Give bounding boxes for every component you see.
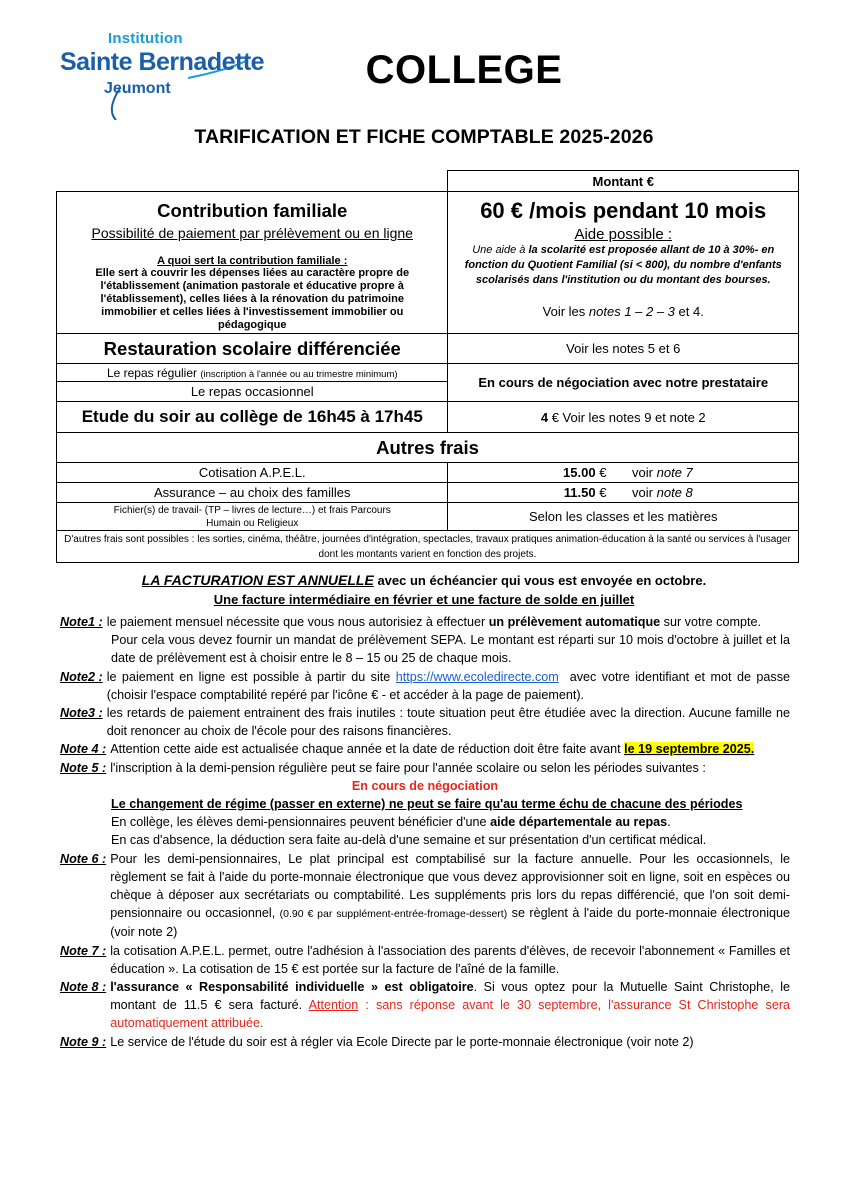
note-6-label: Note 6 : bbox=[60, 851, 107, 866]
assurance-note bbox=[610, 485, 720, 500]
contribution-notes bbox=[451, 304, 795, 319]
note-6-a: Pour les demi-pensionnaires, Le plat principal est comptabilisé sur la facture annuelle. Pour les occasionnels, le règlement se fait à l'aide du porte-monnaie électronique que vous devez approvisionner soit en ligne, soit en espèces ou chèque à déposer aux secrétariats ou comptabilité. Les suppléments pris lors du repas différencié, que l'on soit demi-pensionnaire ou occasionnel, bbox=[110, 851, 790, 921]
autres-frais-note: D'autres frais sont possibles : les sorties, cinéma, théâtre, journées d'intégration, spectacles, travaux pratiques animation-éducation à la santé ou services à l'usager dont les montants varient en fonction des projets. bbox=[57, 531, 799, 563]
notes-section bbox=[60, 613, 790, 1051]
contribution-title: Contribution familiale bbox=[157, 200, 348, 221]
etude-price-text: € Voir les notes 9 et note 2 bbox=[551, 409, 706, 425]
note-2 bbox=[60, 668, 790, 704]
note-1 bbox=[60, 613, 790, 631]
note-9-label: Note 9 : bbox=[60, 1034, 107, 1049]
restauration-negociation: En cours de négociation avec notre prestataire bbox=[448, 364, 799, 402]
contribution-cell bbox=[57, 192, 448, 334]
note-4-label: Note 4 : bbox=[60, 742, 107, 757]
assurance-currency: € bbox=[599, 485, 607, 500]
apel-label: Cotisation A.P.E.L. bbox=[57, 463, 448, 483]
note-2-text bbox=[107, 668, 790, 704]
note-5-changement: Le changement de régime (passer en externe) ne peut se faire qu'au terme échu de chacune des périodes bbox=[111, 797, 743, 812]
repas-regulier-label: Le repas régulier bbox=[106, 365, 198, 380]
note-3 bbox=[60, 704, 790, 740]
note-6 bbox=[60, 850, 790, 942]
fichier-value: Selon les classes et les matières bbox=[448, 503, 799, 531]
note-6-small: (0.90 € par supplément-entrée-fromage-dessert) bbox=[279, 908, 508, 921]
assurance-amount bbox=[526, 485, 606, 500]
note-9 bbox=[60, 1033, 790, 1051]
note-8-label: Note 8 : bbox=[60, 980, 107, 995]
note-8-bold: l'assurance « Responsabilité individuelle » est obligatoire bbox=[110, 980, 474, 995]
contribution-question: A quoi sert la contribution familiale : bbox=[157, 255, 348, 267]
note-9-text: Le service de l'étude du soir est à régler via Ecole Directe par le porte-monnaie électronique (voir note 2) bbox=[110, 1034, 694, 1049]
aide-text-pre: Une aide à bbox=[472, 244, 526, 256]
contribution-price: 60 € /mois pendant 10 mois bbox=[480, 198, 767, 223]
note-2-label: Note2 : bbox=[60, 669, 103, 684]
note-8-a: . Si vous optez pour la Mutuelle Saint Christophe, le montant de 11.5 € sera facturé. bbox=[110, 980, 790, 1013]
aide-text bbox=[451, 243, 795, 288]
assurance-note-ref: note 8 bbox=[656, 485, 693, 500]
note-1-text bbox=[107, 613, 790, 631]
apel-note-ref: note 7 bbox=[656, 465, 693, 480]
note-8-red: : sans réponse avant le 30 septembre, l'assurance St Christophe sera automatiquement attribuée. bbox=[110, 998, 791, 1031]
assurance-label: Assurance – au choix des familles bbox=[57, 483, 448, 503]
note-5-b1: En collège, les élèves demi-pensionnaires peuvent bénéficier d'une bbox=[111, 815, 487, 830]
restauration-notes: Voir les notes 5 et 6 bbox=[448, 334, 799, 364]
assurance-amount-value: 11.50 bbox=[563, 485, 596, 500]
notes-pre: Voir les bbox=[542, 304, 586, 319]
facturation-annuelle: LA FACTURATION EST ANNUELLE bbox=[141, 572, 374, 588]
repas-occasionnel: Le repas occasionnel bbox=[57, 382, 448, 402]
note-4-deadline: le 19 septembre 2025. bbox=[624, 742, 755, 757]
note-7 bbox=[60, 942, 790, 978]
note-1-continued: Pour cela vous devez fournir un mandat de prélèvement SEPA. Le montant est réparti sur 10 mois d'octobre à juillet et la date de prélèvement est à choisir entre le 8 – 15 ou 25 de chaque mois. bbox=[111, 633, 790, 666]
note-6-b: se règlent à l'aide du porte-monnaie électronique (voir note 2) bbox=[110, 906, 791, 940]
repas-regulier bbox=[57, 364, 448, 382]
aide-text-bold: la scolarité est proposée allant de 10 à 30%- en fonction du Quotient Familial (si < 800), du nombre d'enfants scolarisés dans l'institution ou du montant des bourses. bbox=[464, 244, 782, 286]
note-7-text: la cotisation A.P.E.L. permet, outre l'adhésion à l'association des parents d'élèves, de recevoir l'abonnement « Familles et éducation ». La cotisation de 15 € est portée sur la facture de l'aîné de la famille. bbox=[110, 943, 790, 976]
note-4-a: Attention cette aide est actualisée chaque année et la date de réduction doit être faite avant bbox=[110, 742, 621, 757]
note-4-text bbox=[110, 740, 790, 758]
note-5-b3: . bbox=[667, 815, 671, 830]
note-2-b: avec votre identifiant et mot de passe (choisir l'espace comptabilité repéré par l'icône € - et accéder à la page de paiement). bbox=[106, 669, 791, 702]
note-3-label: Note3 : bbox=[60, 706, 103, 721]
facturation-line bbox=[0, 572, 848, 588]
page-title: COLLEGE bbox=[365, 48, 563, 92]
note-5-aide bbox=[60, 813, 790, 831]
notes-post: et 4. bbox=[678, 304, 704, 319]
logo-line-city: Jeumont bbox=[104, 80, 171, 97]
note-8 bbox=[60, 978, 790, 1033]
note-1-label: Note1 : bbox=[60, 615, 103, 629]
apel-currency: € bbox=[599, 465, 607, 480]
note-1-c: sur votre compte. bbox=[663, 615, 761, 629]
autres-frais-title: Autres frais bbox=[57, 433, 799, 463]
note-5-absence: En cas d'absence, la déduction sera faite au-delà d'une semaine et sur présentation d'un certificat médical. bbox=[111, 833, 707, 848]
etude-price-value: 4 bbox=[540, 409, 549, 425]
aide-title: Aide possible : bbox=[574, 226, 673, 243]
note-1-a: le paiement mensuel nécessite que vous nous autorisiez à effectuer bbox=[106, 615, 486, 629]
fichier-label: Fichier(s) de travail- (TP – livres de lecture…) et frais Parcours Humain ou Religieux bbox=[57, 503, 448, 531]
note-2-a: le paiement en ligne est possible à partir du site bbox=[106, 669, 391, 684]
assurance-amount-cell bbox=[448, 483, 799, 503]
note-7-label: Note 7 : bbox=[60, 943, 107, 958]
apel-note bbox=[610, 465, 720, 480]
note-5-negociation: En cours de négociation bbox=[351, 778, 499, 793]
note-8-text bbox=[110, 978, 790, 1033]
logo-line-name: Sainte Bernadette bbox=[60, 48, 265, 76]
note-6-text bbox=[110, 850, 790, 942]
assurance-note-pre: voir bbox=[632, 485, 653, 500]
facturation-rest: avec un échéancier qui vous est envoyée en octobre. bbox=[377, 573, 707, 588]
apel-amount-value: 15.00 bbox=[563, 465, 596, 480]
apel-amount bbox=[526, 465, 606, 480]
apel-note-pre: voir bbox=[632, 465, 653, 480]
note-8-attention: Attention bbox=[308, 998, 359, 1013]
note-3-text: les retards de paiement entrainent des frais inutiles : toute situation peut être étudiée avec la direction. Aucune famille ne doit renoncer au choix de l'école pour des raisons financières. bbox=[106, 706, 790, 739]
restauration-title: Restauration scolaire différenciée bbox=[57, 334, 448, 364]
tarification-table bbox=[56, 170, 799, 563]
ecoledirecte-link[interactable]: https://www.ecoledirecte.com bbox=[395, 669, 559, 684]
facturation-line-2: Une facture intermédiaire en février et une facture de solde en juillet bbox=[213, 592, 635, 607]
notes-italic: notes 1 – 2 – 3 bbox=[588, 304, 675, 319]
montant-header: Montant € bbox=[448, 171, 799, 192]
contribution-price-cell bbox=[448, 192, 799, 334]
logo-line-institution: Institution bbox=[108, 30, 183, 47]
note-5-text: l'inscription à la demi-pension régulière peut se faire pour l'année scolaire ou selon les périodes suivantes : bbox=[110, 760, 706, 775]
note-5-label: Note 5 : bbox=[60, 760, 107, 775]
note-4 bbox=[60, 740, 790, 758]
repas-regulier-small: (inscription à l'année ou au trimestre minimum) bbox=[200, 368, 398, 380]
apel-amount-cell bbox=[448, 463, 799, 483]
note-5 bbox=[60, 759, 790, 777]
page-subtitle: TARIFICATION ET FICHE COMPTABLE 2025-2026 bbox=[194, 126, 654, 148]
etude-title: Etude du soir au collège de 16h45 à 17h45 bbox=[57, 402, 448, 433]
contribution-subtitle: Possibilité de paiement par prélèvement ou en ligne bbox=[91, 225, 413, 241]
etude-price bbox=[448, 402, 799, 433]
note-5-b2: aide départementale au repas bbox=[490, 815, 668, 830]
contribution-answer: Elle sert à couvrir les dépenses liées au caractère propre de l'établissement (animation pastorale et éducative propre à l'établissement), celles liées à la rénovation du patrimoine immobilier et celles liées à l'investissement immobilier ou pédagogique bbox=[95, 267, 410, 331]
note-1-bold: un prélèvement automatique bbox=[488, 615, 661, 629]
